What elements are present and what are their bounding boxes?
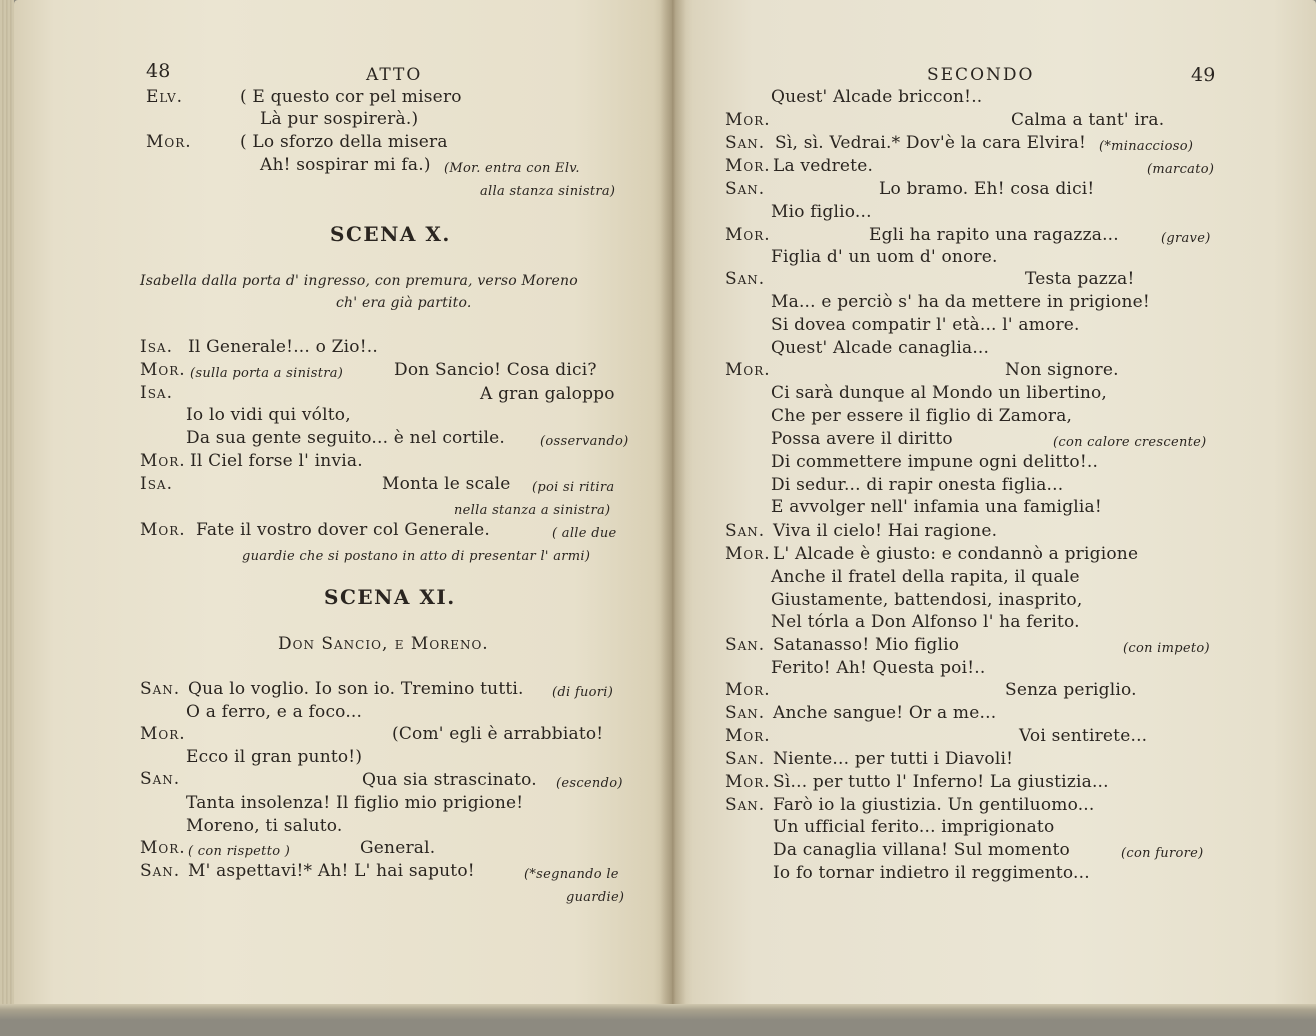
page-number: 48	[146, 60, 171, 82]
verse-line: Monta le scale	[382, 474, 511, 494]
speaker-label: Mor.	[725, 156, 771, 176]
speaker-label: San.	[725, 521, 766, 541]
verse-line: Satanasso! Mio figlio	[773, 635, 960, 655]
verse-line: Testa pazza!	[1025, 269, 1135, 289]
right-page	[673, 0, 1316, 1010]
running-head: ATTO	[366, 65, 423, 85]
running-head: SECONDO	[927, 65, 1035, 85]
verse-line: Nel tórla a Don Alfonso l' ha ferito.	[771, 612, 1080, 632]
scene-direction: Isabella dalla porta d' ingresso, con premura, verso Moreno	[140, 273, 578, 289]
verse-line: ( E questo cor pel misero	[240, 87, 462, 107]
verse-line: Lo bramo. Eh! cosa dici!	[879, 179, 1095, 199]
speaker-label: Mor.	[140, 724, 186, 744]
verse-line: Giustamente, battendosi, inasprito,	[771, 590, 1083, 610]
verse-line: Quest' Alcade briccon!..	[771, 87, 983, 107]
verse-line: Don Sancio! Cosa dici?	[394, 360, 597, 380]
verse-line: Il Ciel forse l' invia.	[190, 451, 363, 471]
speaker-label: San.	[725, 635, 766, 655]
verse-line: Quest' Alcade canaglia...	[771, 338, 990, 358]
stage-direction: nella stanza a sinistra)	[454, 503, 611, 518]
verse-line: O a ferro, e a foco...	[186, 702, 363, 722]
verse-line: Fate il vostro dover col Generale.	[196, 520, 491, 540]
verse-line: Si dovea compatir l' età... l' amore.	[771, 315, 1080, 335]
verse-line: Moreno, ti saluto.	[186, 816, 343, 836]
speaker-label: Mor.	[725, 360, 771, 380]
scene-heading: SCENA XI.	[324, 585, 456, 609]
verse-line: Egli ha rapito una ragazza...	[869, 225, 1119, 245]
speaker-label: San.	[725, 703, 766, 723]
stage-direction: (con impeto)	[1123, 641, 1210, 656]
stage-direction: ( con rispetto )	[188, 844, 291, 859]
page-stack-edge	[0, 0, 14, 1010]
speaker-label: Mor.	[725, 225, 771, 245]
speaker-label: Elv.	[146, 87, 184, 107]
verse-line: Non signore.	[1005, 360, 1119, 380]
speaker-label: San.	[140, 861, 181, 881]
verse-line: E avvolger nell' infamia una famiglia!	[771, 497, 1102, 517]
stage-direction: (osservando)	[540, 434, 629, 449]
speaker-label: Mor.	[146, 132, 192, 152]
speaker-label: Mor.	[725, 110, 771, 130]
stage-direction: (marcato)	[1147, 162, 1215, 177]
verse-line: Che per essere il figlio di Zamora,	[771, 406, 1073, 426]
stage-direction: (con furore)	[1121, 846, 1204, 861]
verse-line: Di sedur... di rapir onesta figlia...	[771, 475, 1064, 495]
verse-line: Figlia d' un uom d' onore.	[771, 247, 998, 267]
book-gutter	[660, 0, 686, 1010]
stage-direction: (poi si ritira	[532, 480, 615, 495]
verse-line: Il Generale!... o Zio!..	[188, 337, 378, 357]
speaker-label: Mor.	[140, 451, 186, 471]
stage-direction: guardie)	[566, 890, 625, 905]
verse-line: Anche il fratel della rapita, il quale	[771, 567, 1080, 587]
stage-direction: ( alle due	[552, 526, 617, 541]
verse-line: Viva il cielo! Hai ragione.	[773, 521, 998, 541]
stage-direction: (di fuori)	[552, 685, 614, 700]
speaker-label: Isa.	[140, 337, 174, 357]
speaker-label: Mor.	[725, 772, 771, 792]
verse-line: Sì... per tutto l' Inferno! La giustizia...	[773, 772, 1109, 792]
verse-line: Ci sarà dunque al Mondo un libertino,	[771, 383, 1108, 403]
scene-direction: Don Sancio, e Moreno.	[278, 634, 489, 654]
verse-line: General.	[360, 838, 436, 858]
stage-direction: (*minaccioso)	[1099, 139, 1194, 154]
speaker-label: Isa.	[140, 474, 174, 494]
stage-direction: alla stanza sinistra)	[480, 184, 616, 199]
verse-line: Ma... e perciò s' ha da mettere in prigione!	[771, 292, 1150, 312]
speaker-label: Mor.	[140, 360, 186, 380]
verse-line: Tanta insolenza! Il figlio mio prigione!	[186, 793, 524, 813]
speaker-label: Mor.	[725, 544, 771, 564]
verse-line: Ferito! Ah! Questa poi!..	[771, 658, 986, 678]
verse-line: Ah! sospirar mi fa.)	[260, 155, 431, 175]
verse-line: Niente... per tutti i Diavoli!	[773, 749, 1014, 769]
verse-line: La vedrete.	[773, 156, 874, 176]
verse-line: M' aspettavi!* Ah! L' hai saputo!	[188, 861, 475, 881]
verse-line: (Com' egli è arrabbiato!	[392, 724, 604, 744]
verse-line: A gran galoppo	[480, 384, 615, 404]
verse-line: Farò io la giustizia. Un gentiluomo...	[773, 795, 1095, 815]
speaker-label: Mor.	[725, 680, 771, 700]
stage-direction: (sulla porta a sinistra)	[190, 366, 344, 381]
verse-line: Anche sangue! Or a me...	[773, 703, 997, 723]
verse-line: Voi sentirete...	[1019, 726, 1148, 746]
speaker-label: San.	[725, 795, 766, 815]
speaker-label: San.	[725, 749, 766, 769]
speaker-label: San.	[140, 769, 181, 789]
verse-line: L' Alcade è giusto: e condannò a prigione	[773, 544, 1139, 564]
verse-line: Io lo vidi qui vólto,	[186, 405, 351, 425]
verse-line: Possa avere il diritto	[771, 429, 953, 449]
verse-line: Da canaglia villana! Sul momento	[773, 840, 1070, 860]
speaker-label: San.	[725, 179, 766, 199]
speaker-label: Mor.	[140, 838, 186, 858]
verse-line: Di commettere impune ogni delitto!..	[771, 452, 1099, 472]
scene-heading: SCENA X.	[330, 222, 451, 246]
speaker-label: San.	[725, 269, 766, 289]
verse-line: Un ufficial ferito... imprigionato	[773, 817, 1055, 837]
scene-direction: ch' era già partito.	[336, 295, 472, 311]
verse-line: Io fo tornar indietro il reggimento...	[773, 863, 1090, 883]
stage-direction: (con calore crescente)	[1053, 435, 1207, 450]
verse-line: Mio figlio...	[771, 202, 872, 222]
stage-direction: (*segnando le	[524, 867, 619, 882]
speaker-label: San.	[140, 679, 181, 699]
stage-direction: (grave)	[1161, 231, 1211, 246]
speaker-label: San.	[725, 133, 766, 153]
verse-line: Sì, sì. Vedrai.* Dov'è la cara Elvira!	[775, 133, 1087, 153]
verse-line: Senza periglio.	[1005, 680, 1137, 700]
verse-line: Qua lo voglio. Io son io. Tremino tutti.	[188, 679, 524, 699]
left-page	[14, 0, 673, 1010]
verse-line: ( Lo sforzo della misera	[240, 132, 448, 152]
verse-line: Ecco il gran punto!)	[186, 747, 363, 767]
verse-line: Da sua gente seguito... è nel cortile.	[186, 428, 505, 448]
speaker-label: Isa.	[140, 383, 174, 403]
stage-direction: (escendo)	[556, 776, 623, 791]
page-number: 49	[1191, 64, 1216, 86]
speaker-label: Mor.	[140, 520, 186, 540]
stage-direction: guardie che si postano in atto di presentar l' armi)	[242, 549, 591, 564]
verse-line: Là pur sospirerà.)	[260, 109, 419, 129]
speaker-label: Mor.	[725, 726, 771, 746]
stage-direction: (Mor. entra con Elv.	[444, 161, 580, 176]
verse-line: Qua sia strascinato.	[362, 770, 537, 790]
book-bottom-edge	[0, 1004, 1316, 1036]
verse-line: Calma a tant' ira.	[1011, 110, 1165, 130]
